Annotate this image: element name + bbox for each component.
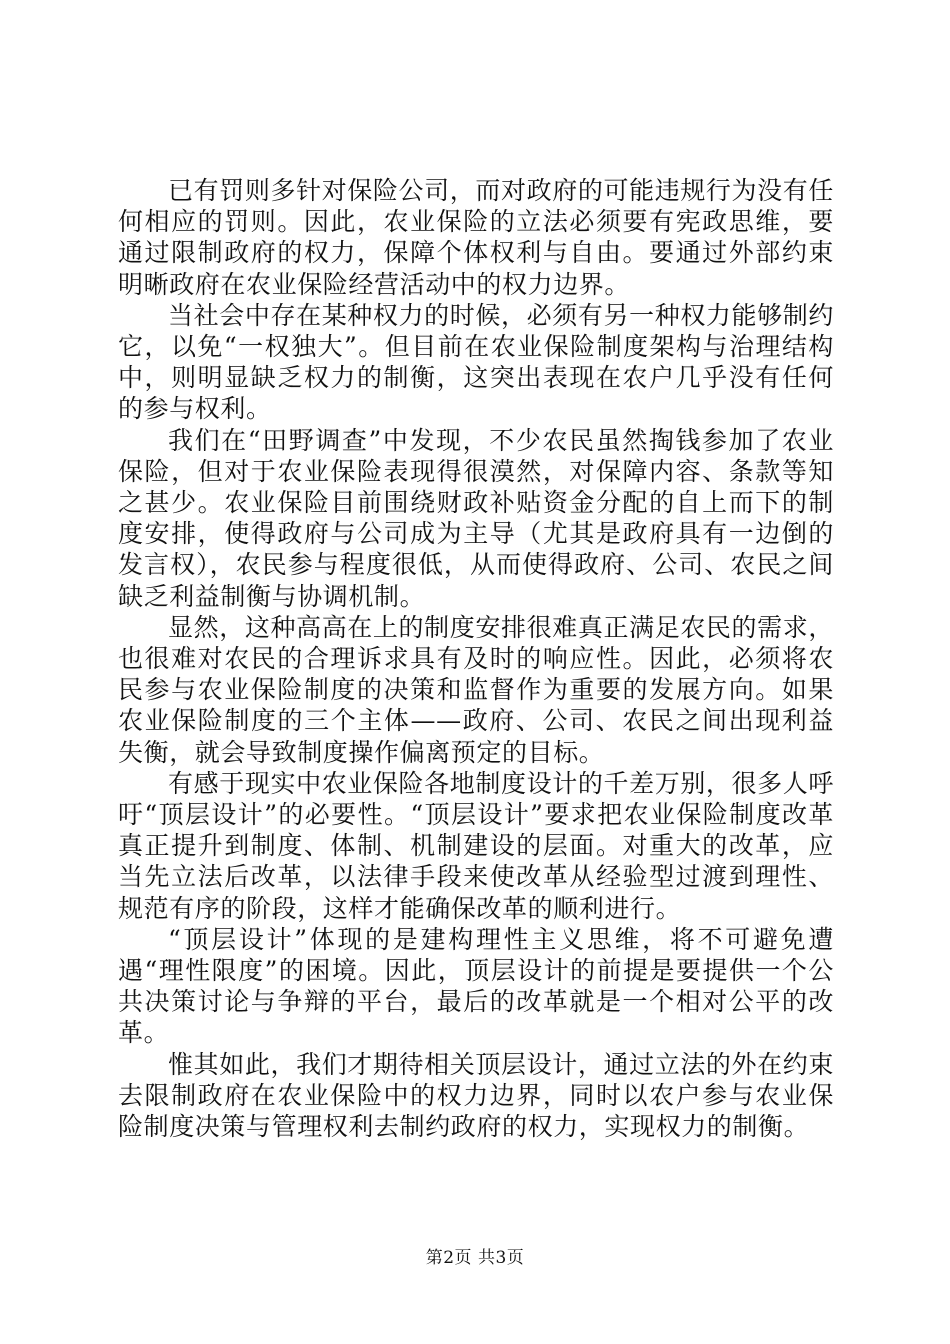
- paragraph: 惟其如此，我们才期待相关顶层设计，通过立法的外在约束去限制政府在农业保险中的权力边界，同时以农户参与农业保险制度决策与管理权利去制约政府的权力，实现权力的制衡。: [118, 1049, 834, 1142]
- paragraph: 我们在“田野调查”中发现，不少农民虽然掏钱参加了农业保险，但对于农业保险表现得很漠然，对保障内容、条款等知之甚少。农业保险目前围绕财政补贴资金分配的自上而下的制度安排，使得政府与公司成为主导（尤其是政府具有一边倒的发言权），农民参与程度很低，从而使得政府、公司、农民之间缺乏利益制衡与协调机制。: [118, 425, 834, 611]
- paragraph: 当社会中存在某种权力的时候，必须有另一种权力能够制约它，以免“一权独大”。但目前在农业保险制度架构与治理结构中，则明显缺乏权力的制衡，这突出表现在农户几乎没有任何的参与权利。: [118, 300, 834, 424]
- document-body: [118, 175, 834, 1142]
- paragraph: 显然，这种高高在上的制度安排很难真正满足农民的需求，也很难对农民的合理诉求具有及时的响应性。因此，必须将农民参与农业保险制度的决策和监督作为重要的发展方向。如果农业保险制度的三个主体——政府、公司、农民之间出现利益失衡，就会导致制度操作偏离预定的目标。: [118, 612, 834, 767]
- paragraph: “顶层设计”体现的是建构理性主义思维，将不可避免遭遇“理性限度”的困境。因此，顶层设计的前提是要提供一个公共决策讨论与争辩的平台，最后的改革就是一个相对公平的改革。: [118, 924, 834, 1048]
- paragraph: 已有罚则多针对保险公司，而对政府的可能违规行为没有任何相应的罚则。因此，农业保险的立法必须要有宪政思维，要通过限制政府的权力，保障个体权利与自由。要通过外部约束明晰政府在农业保险经营活动中的权力边界。: [118, 176, 834, 299]
- paragraph: 有感于现实中农业保险各地制度设计的千差万别，很多人呼吁“顶层设计”的必要性。“顶层设计”要求把农业保险制度改革真正提升到制度、体制、机制建设的层面。对重大的改革，应当先立法后改革，以法律手段来使改革从经验型过渡到理性、规范有序的阶段，这样才能确保改革的顺利进行。: [118, 768, 834, 923]
- page-number-footer: 第2页 共3页: [425, 1248, 525, 1268]
